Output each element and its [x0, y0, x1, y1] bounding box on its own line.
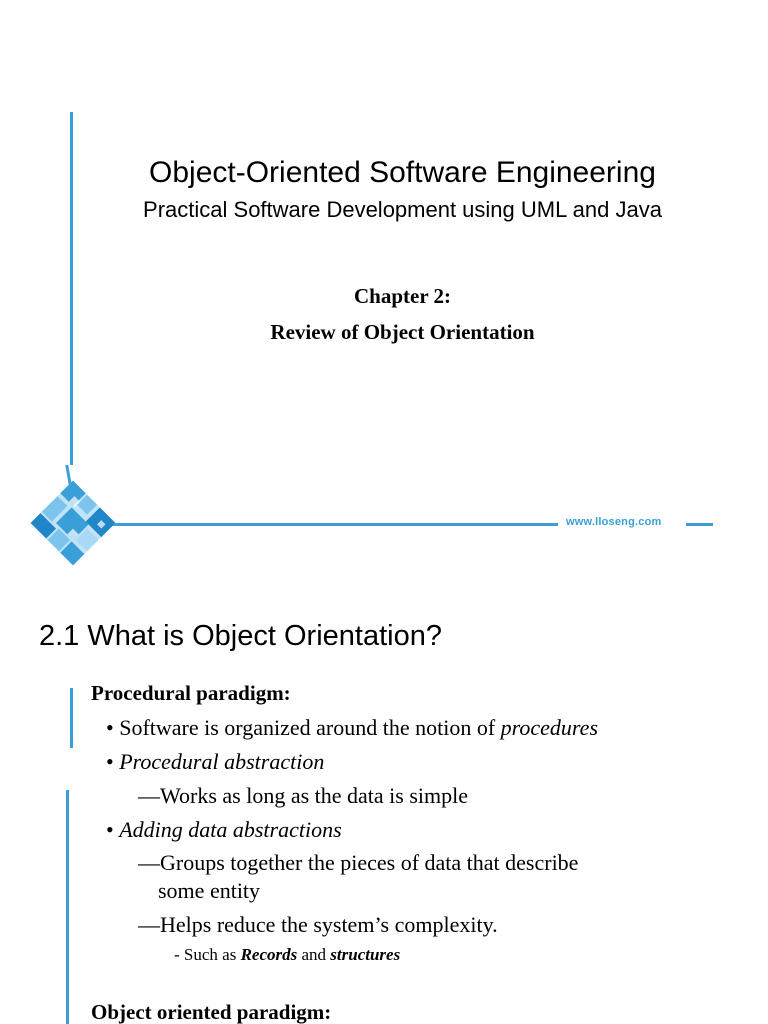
sub-item-structures-word: structures — [330, 945, 401, 964]
slide1-horizontal-rule — [100, 523, 558, 526]
dash-item-simple-data: —Works as long as the data is simple — [138, 783, 469, 808]
bullet-text: Adding data abstractions — [119, 817, 342, 842]
slide2-vertical-rule-top — [70, 688, 73, 748]
sub-item-records — [174, 946, 400, 965]
bullet-text: Procedural abstraction — [119, 749, 325, 774]
dash-item-complexity: —Helps reduce the system’s complexity. — [138, 912, 498, 937]
slide2-vertical-rule-bottom — [66, 790, 69, 1024]
bullet-icon: • — [106, 749, 120, 774]
dash-item-groups-line1: —Groups together the pieces of data that describe — [138, 850, 579, 875]
section-heading: 2.1 What is Object Orientation? — [39, 620, 442, 652]
bullet-emphasis: procedures — [500, 715, 599, 740]
slide1-horizontal-rule-end — [686, 523, 713, 526]
chapter-title: Review of Object Orientation — [270, 320, 535, 344]
website-url: www.lloseng.com — [566, 516, 662, 528]
bullet-procedures — [106, 716, 598, 740]
sub-item-and: and — [297, 945, 331, 964]
procedural-paradigm-heading: Procedural paradigm: — [91, 681, 291, 705]
bullet-data-abstractions — [106, 818, 342, 842]
bullet-icon: • — [106, 715, 120, 740]
bullet-procedural-abstraction — [106, 750, 324, 774]
sub-item-records-word: Records — [240, 945, 298, 964]
diamond-logo-icon — [18, 478, 128, 568]
chapter-number: Chapter 2: — [353, 284, 452, 308]
slide1-title: Object-Oriented Software Engineering — [149, 156, 656, 189]
bullet-text: Software is organized around the notion of — [119, 715, 501, 740]
bullet-icon: • — [106, 817, 120, 842]
slide1-subtitle: Practical Software Development using UML and Java — [143, 197, 662, 222]
sub-item-prefix: - Such as — [174, 945, 241, 964]
oo-paradigm-heading: Object oriented paradigm: — [91, 1000, 332, 1024]
dash-item-groups-line2: some entity — [158, 878, 261, 903]
